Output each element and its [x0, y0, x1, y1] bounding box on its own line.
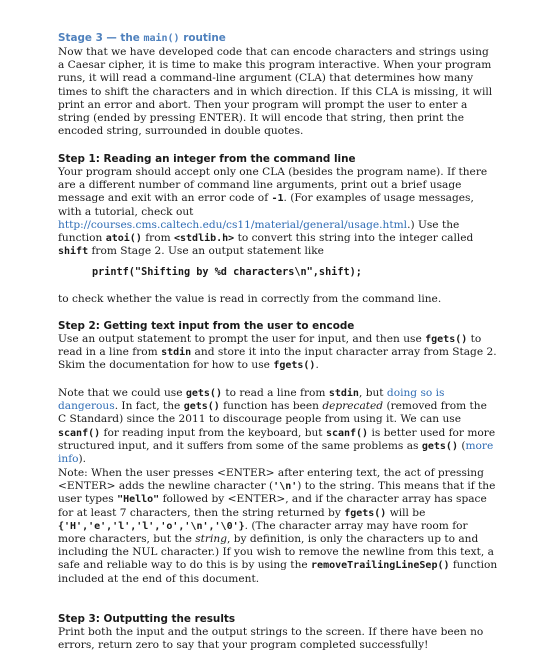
code-hello: "Hello"	[117, 494, 160, 506]
code-stdin: stdin	[328, 388, 359, 399]
code-scanf: scanf()	[325, 427, 369, 439]
code-gets: gets()	[421, 440, 458, 452]
code-error-value: -1	[271, 193, 284, 205]
code-fgets: fgets()	[425, 334, 468, 345]
step2-paragraph-2: Note that we could use gets() to read a line from stdin, but doing so is dangerous. In fact, the gets() function has been deprecated (removed from the C Standard) since the 2011 to discourage people from using it. We can use scanf() for reading input from the keyboard, but scanf() is better used for more structured input, and it suffers from some of the same problems as gets() (more info).	[58, 387, 496, 466]
code-shift: shift	[58, 246, 89, 258]
code-atoi: atoi()	[105, 233, 142, 245]
step1-heading: Step 1: Reading an integer from the command line	[58, 153, 356, 165]
more-info-link[interactable]: more info	[58, 439, 494, 466]
code-fgets: fgets()	[273, 360, 316, 372]
stage3-title-suffix: routine	[179, 32, 226, 44]
code-char-array: {'H','e','l','l','o','\n','\0'}	[58, 520, 245, 532]
code-fgets: fgets()	[344, 507, 387, 519]
code-remove-trailing: removeTrailingLineSep()	[311, 560, 450, 572]
stage3-intro: Now that we have developed code that can encode characters and strings using a Caesar cipher, it is time to make this program interactive. When your program runs, it will read a command-line argument (CLA) that determines how many times to shift the characters and in which direction. If this CLA is missing, it will print an error and abort. Then your program will prompt the user to enter a string (ended by pressing ENTER). It will encode that string, then print the encoded string, surrounded in double quotes.	[58, 46, 493, 138]
step3-paragraph: Print both the input and the output strings to the screen. If there have been no errors, return zero to say that your program completed successfully!	[58, 626, 484, 652]
deprecated-emphasis: deprecated	[322, 400, 384, 413]
stage3-title	[58, 32, 498, 45]
step2-paragraph-1: Use an output statement to prompt the user for input, and then use fgets() to read in a line from stdin and store it into the input character array from Stage 2. Skim the documentation for how to use fgets().	[58, 333, 497, 372]
step3-heading: Step 3: Outputting the results	[58, 613, 236, 625]
step1-check-text: to check whether the value is read in correctly from the command line.	[58, 293, 442, 305]
string-emphasis: string	[195, 533, 227, 546]
code-gets: gets()	[183, 401, 220, 413]
code-stdin: stdin	[161, 347, 192, 359]
code-newline: '\n'	[273, 481, 298, 493]
stage3-title-prefix: Stage 3 — the	[58, 32, 144, 44]
code-stdlib: <stdlib.h>	[174, 233, 235, 245]
step2-heading: Step 2: Getting text input from the user to encode	[58, 320, 355, 332]
usage-link[interactable]: http://courses.cms.caltech.edu/cs11/material/general/usage.html	[58, 218, 408, 231]
step1-paragraph: Your program should accept only one CLA (besides the program name). If there are a different number of command line arguments, print out a brief usage message and exit with an error code of -1. (For examples of usage messages, with a tutorial, check out http://courses.cms.caltech.edu/cs11/material/general/usage.html.) Use the function atoi() from <stdlib.h> to convert this string into the integer called shift from Stage 2. Use an output statement like	[58, 166, 488, 258]
stage3-title-code: main()	[143, 33, 180, 44]
step2-paragraph-3: Note: When the user presses <ENTER> after entering text, the act of pressing <ENTER> adds the newline character ('\n') to the string. This means that if the user types "Hello" followed by <ENTER>, and if the character array has space for at least 7 characters, then the string returned by fgets() will be {'H','e','l','l','o','\n','\0'}. (The character array may have room for more characters, but the string, by definition, is only the characters up to and including the NUL character.) If you wish to remove the newline from this text, a safe and reliable way to do this is by using the removeTrailingLineSep() function included at the end of this document.	[58, 467, 498, 585]
code-scanf: scanf()	[58, 427, 101, 439]
dangerous-link[interactable]: doing so is dangerous	[58, 387, 445, 413]
printf-code-line: printf("Shifting by %d characters\n",shift);	[92, 267, 362, 278]
code-gets: gets()	[185, 388, 222, 399]
